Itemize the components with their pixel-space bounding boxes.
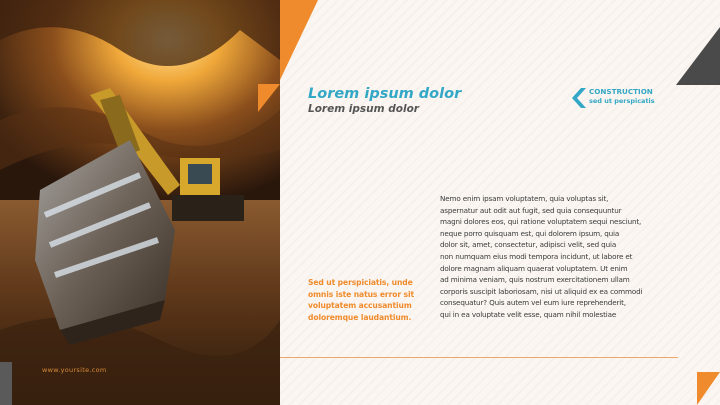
orange-corner-shape: [258, 0, 318, 120]
body-line: dolore magnam aliquam quaerat voluptatem. Ut enim: [440, 263, 628, 273]
gray-left-triangle: [0, 362, 12, 405]
body-line: qui in ea voluptate velit esse, quam nihil molestiae: [440, 309, 617, 319]
body-line: Nemo enim ipsam voluptatem, quia voluptas sit,: [440, 194, 609, 203]
body-text: [440, 193, 684, 321]
badge-title: CONSTRUCTION: [589, 87, 653, 96]
chevron-left-icon: [572, 88, 586, 108]
highlight-text: Sed ut perspiciatis, unde omnis iste natus error sit voluptatem accusantium doloremque laudantium.: [308, 278, 414, 322]
excavator-photo: [0, 0, 280, 405]
orange-bottom-triangle: [697, 372, 720, 405]
website-url[interactable]: www.yoursite.com: [42, 366, 107, 374]
page-title: Lorem ipsum dolor: [308, 86, 462, 102]
body-line: magni dolores eos, qui ratione voluptatem sequi nesciunt,: [440, 217, 642, 227]
construction-badge: [572, 87, 672, 109]
gray-corner-triangle: [676, 27, 720, 87]
page-subtitle: Lorem ipsum dolor: [308, 103, 419, 115]
body-line: non numquam eius modi tempora incidunt, ut labore et: [440, 251, 633, 261]
body-line: ad minima veniam, quis nostrum exercitationem ullam: [440, 275, 630, 285]
body-line: neque porro quisquam est, qui dolorem ipsum, quia: [440, 228, 620, 238]
body-line: corporis suscipit laboriosam, nisi ut aliquid ex ea commodi: [440, 286, 643, 296]
divider-line: [280, 357, 678, 358]
badge-subtitle: sed ut perspicatis: [589, 97, 655, 105]
body-line: aspernatur aut odit aut fugit, sed quia consequuntur: [440, 205, 622, 215]
excavator-image: [0, 0, 280, 405]
body-line: consequatur? Quis autem vel eum iure reprehenderit,: [440, 298, 626, 308]
body-line: dolor sit, amet, consectetur, adipisci velit, sed quia: [440, 240, 617, 250]
